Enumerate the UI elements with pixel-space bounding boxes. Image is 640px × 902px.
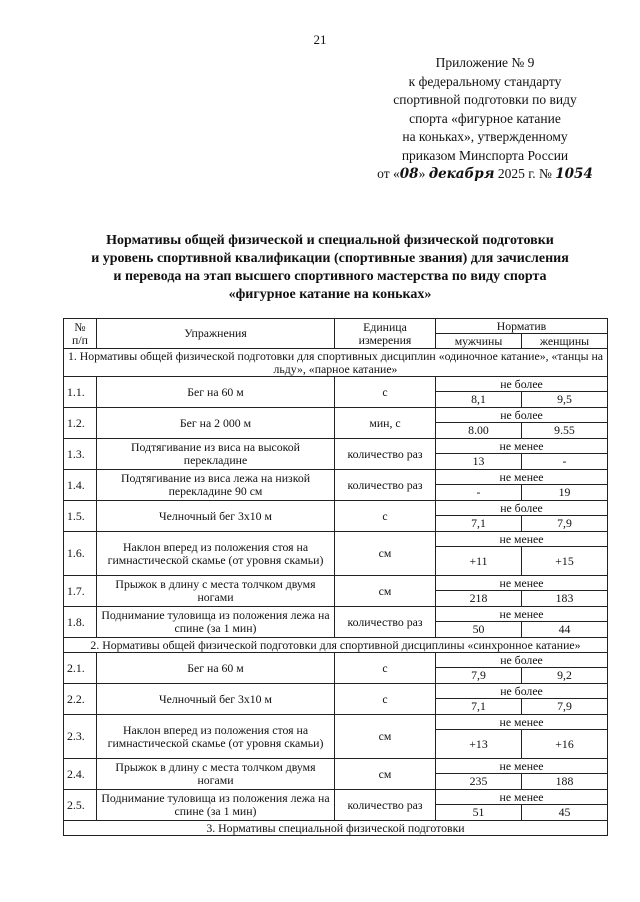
date-prefix: от « bbox=[377, 166, 400, 181]
appendix-line: на коньках», утвержденному bbox=[402, 129, 568, 144]
row-number: 2.3. bbox=[64, 715, 97, 759]
exercise-name: Поднимание туловища из положения лежа на спине (за 1 мин) bbox=[97, 607, 335, 638]
men-value: 235 bbox=[436, 774, 522, 790]
section-3-title: 3. Нормативы специальной физической подготовки bbox=[64, 821, 608, 836]
women-value: +16 bbox=[522, 730, 608, 759]
section-1-title: 1. Нормативы общей физической подготовки для спортивных дисциплин «одиночное катание», «танцы на льду», «парное катание» bbox=[64, 349, 608, 377]
women-value: 9,5 bbox=[522, 392, 608, 408]
date-mid: » bbox=[418, 166, 426, 181]
men-value: 7,9 bbox=[436, 668, 522, 684]
men-value: 13 bbox=[436, 454, 522, 470]
unit: мин, с bbox=[335, 408, 436, 439]
year-text: 2025 г. № bbox=[497, 166, 552, 181]
women-value: - bbox=[522, 454, 608, 470]
unit: см bbox=[335, 576, 436, 607]
women-value: 45 bbox=[522, 805, 608, 821]
norms-table bbox=[63, 318, 608, 836]
row-number: 1.2. bbox=[64, 408, 97, 439]
header-num: № п/п bbox=[64, 319, 97, 349]
row-number: 1.3. bbox=[64, 439, 97, 470]
exercise-name: Прыжок в длину с места толчком двумя ногами bbox=[97, 759, 335, 790]
unit: с bbox=[335, 653, 436, 684]
row-number: 2.4. bbox=[64, 759, 97, 790]
appendix-line: Приложение № 9 bbox=[435, 55, 535, 70]
unit: с bbox=[335, 684, 436, 715]
women-value: 7,9 bbox=[522, 516, 608, 532]
section-2-title: 2. Нормативы общей физической подготовки для спортивной дисциплины «синхронное катание» bbox=[64, 638, 608, 653]
unit: см bbox=[335, 715, 436, 759]
order-date-line bbox=[360, 165, 610, 184]
appendix-line: к федеральному стандарту bbox=[408, 73, 562, 89]
unit: см bbox=[335, 759, 436, 790]
title-line: «фигурное катание на коньках» bbox=[228, 287, 432, 302]
title-line: и уровень спортивной квалификации (спортивные звания) для зачисления bbox=[91, 251, 569, 266]
exercise-name: Бег на 2 000 м bbox=[97, 408, 335, 439]
men-value: - bbox=[436, 485, 522, 501]
header-norm: Норматив bbox=[436, 319, 608, 334]
table-row bbox=[64, 439, 608, 454]
table-row bbox=[64, 377, 608, 392]
handwritten-order-number: 1054 bbox=[555, 166, 593, 182]
women-value: 44 bbox=[522, 622, 608, 638]
table-row bbox=[64, 684, 608, 699]
table-row bbox=[64, 790, 608, 805]
men-value: +11 bbox=[436, 547, 522, 576]
page-number: 21 bbox=[313, 32, 327, 47]
row-number: 1.4. bbox=[64, 470, 97, 501]
exercise-name: Челночный бег 3х10 м bbox=[97, 501, 335, 532]
women-value: 188 bbox=[522, 774, 608, 790]
table-row bbox=[64, 576, 608, 591]
women-value: 9,2 bbox=[522, 668, 608, 684]
title-line: и перевода на этап высшего спортивного мастерства по виду спорта bbox=[113, 269, 547, 284]
men-value: 7,1 bbox=[436, 516, 522, 532]
norm-condition: не менее bbox=[436, 790, 608, 805]
exercise-name: Подтягивание из виса лежа на низкой перекладине 90 см bbox=[97, 470, 335, 501]
women-value: 183 bbox=[522, 591, 608, 607]
unit: количество раз bbox=[335, 439, 436, 470]
appendix-line: приказом Минспорта России bbox=[401, 147, 569, 163]
norm-condition: не менее bbox=[436, 532, 608, 547]
norm-condition: не менее bbox=[436, 439, 608, 454]
appendix-line: спорта «фигурное катание bbox=[409, 110, 561, 126]
norm-condition: не менее bbox=[436, 715, 608, 730]
norm-condition: не менее bbox=[436, 759, 608, 774]
unit: количество раз bbox=[335, 470, 436, 501]
header-unit: Единица измерения bbox=[335, 319, 436, 349]
norm-condition: не более bbox=[436, 377, 608, 392]
header-women: женщины bbox=[522, 334, 608, 349]
exercise-name: Прыжок в длину с места толчком двумя ногами bbox=[97, 576, 335, 607]
norm-condition: не менее bbox=[436, 607, 608, 622]
women-value: 7,9 bbox=[522, 699, 608, 715]
row-number: 1.6. bbox=[64, 532, 97, 576]
header-exercises: Упражнения bbox=[97, 319, 335, 349]
row-number: 2.1. bbox=[64, 653, 97, 684]
section-2-rows bbox=[64, 653, 608, 821]
exercise-name: Поднимание туловища из положения лежа на спине (за 1 мин) bbox=[97, 790, 335, 821]
men-value: 218 bbox=[436, 591, 522, 607]
header-men: мужчины bbox=[436, 334, 522, 349]
men-value: 7,1 bbox=[436, 699, 522, 715]
exercise-name: Челночный бег 3х10 м bbox=[97, 684, 335, 715]
women-value: 9.55 bbox=[522, 423, 608, 439]
section-1-rows bbox=[64, 377, 608, 638]
men-value: 8,1 bbox=[436, 392, 522, 408]
men-value: 50 bbox=[436, 622, 522, 638]
exercise-name: Бег на 60 м bbox=[97, 377, 335, 408]
exercise-name: Наклон вперед из положения стоя на гимнастической скамье (от уровня скамьи) bbox=[97, 532, 335, 576]
unit: количество раз bbox=[335, 790, 436, 821]
unit: с bbox=[335, 501, 436, 532]
handwritten-month: декабря bbox=[428, 166, 495, 182]
table-row bbox=[64, 715, 608, 730]
appendix-block bbox=[360, 54, 610, 184]
row-number: 1.5. bbox=[64, 501, 97, 532]
row-number: 1.7. bbox=[64, 576, 97, 607]
norm-condition: не более bbox=[436, 408, 608, 423]
table-row bbox=[64, 759, 608, 774]
row-number: 1.1. bbox=[64, 377, 97, 408]
unit: количество раз bbox=[335, 607, 436, 638]
row-number: 2.5. bbox=[64, 790, 97, 821]
row-number: 2.2. bbox=[64, 684, 97, 715]
men-value: 8.00 bbox=[436, 423, 522, 439]
table-row bbox=[64, 653, 608, 668]
exercise-name: Бег на 60 м bbox=[97, 653, 335, 684]
exercise-name: Наклон вперед из положения стоя на гимнастической скамье (от уровня скамьи) bbox=[97, 715, 335, 759]
table-row bbox=[64, 408, 608, 423]
norm-condition: не более bbox=[436, 653, 608, 668]
men-value: +13 bbox=[436, 730, 522, 759]
table-row bbox=[64, 607, 608, 622]
table-row bbox=[64, 532, 608, 547]
exercise-name: Подтягивание из виса на высокой перекладине bbox=[97, 439, 335, 470]
handwritten-day: 08 bbox=[399, 166, 419, 182]
title-line: Нормативы общей физической и специальной физической подготовки bbox=[106, 233, 554, 248]
document-title bbox=[60, 232, 600, 304]
appendix-line: спортивной подготовки по виду bbox=[393, 92, 577, 107]
row-number: 1.8. bbox=[64, 607, 97, 638]
norm-condition: не более bbox=[436, 501, 608, 516]
norm-condition: не менее bbox=[436, 470, 608, 485]
unit: с bbox=[335, 377, 436, 408]
unit: см bbox=[335, 532, 436, 576]
norm-condition: не более bbox=[436, 684, 608, 699]
women-value: +15 bbox=[522, 547, 608, 576]
table-row bbox=[64, 501, 608, 516]
women-value: 19 bbox=[522, 485, 608, 501]
men-value: 51 bbox=[436, 805, 522, 821]
norm-condition: не менее bbox=[436, 576, 608, 591]
table-row bbox=[64, 470, 608, 485]
